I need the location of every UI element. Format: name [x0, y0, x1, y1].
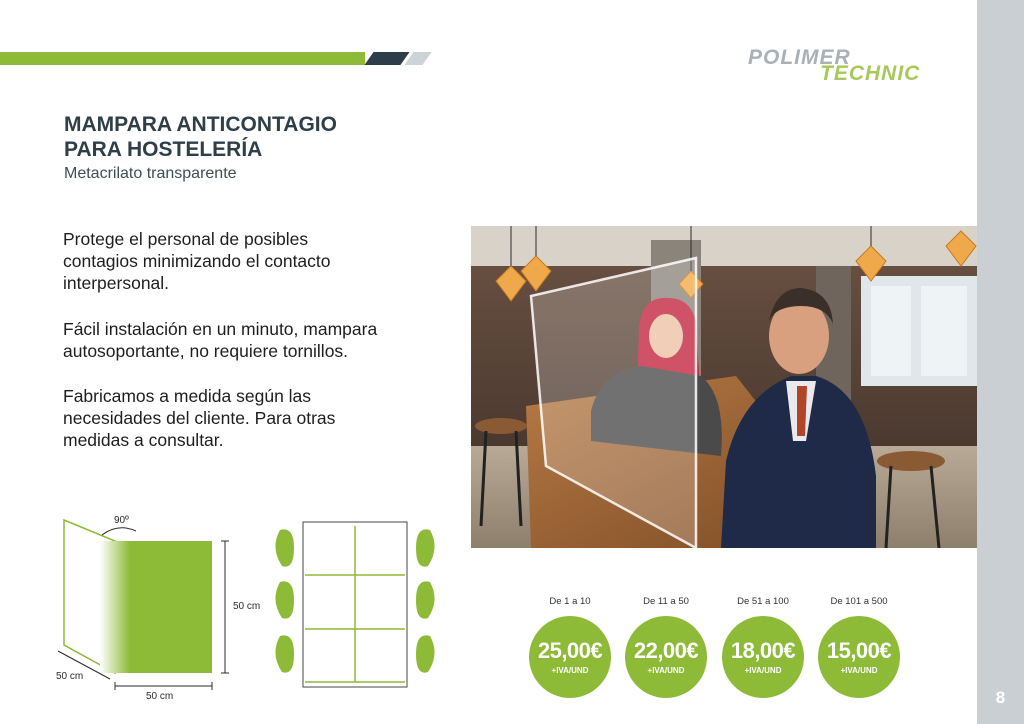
- price-circle: [529, 616, 611, 698]
- title-line-1: MAMPARA ANTICONTAGIO: [64, 113, 337, 136]
- price-circle: [722, 616, 804, 698]
- page-title: [64, 112, 444, 162]
- price-value: 25,00€: [537, 638, 603, 663]
- screen-dimension-diagram: [40, 505, 270, 705]
- price-range: De 101 a 500: [830, 596, 888, 607]
- width-label: 50 cm: [146, 691, 174, 702]
- header-green-bar: [0, 52, 365, 65]
- page-subtitle: Metacrilato transparente: [64, 165, 237, 182]
- photo-illustration: [471, 226, 977, 548]
- paragraph-line: Fabricamos a medida según las: [63, 386, 312, 406]
- paragraph-line: medidas a consultar.: [63, 430, 224, 450]
- price-value: 18,00€: [730, 638, 796, 663]
- logo-word-technic: TECHNIC: [820, 62, 921, 85]
- price-circle: [818, 616, 900, 698]
- paragraph-line: Protege el personal de posibles: [63, 229, 309, 249]
- right-side-band: [977, 0, 1024, 724]
- panel-fold: [100, 541, 130, 673]
- price-tax: +IVA/UND: [647, 666, 685, 675]
- paragraph-protection: [63, 228, 463, 294]
- restaurant-photo: [471, 226, 977, 548]
- price-tax: +IVA/UND: [551, 666, 589, 675]
- price-tier-3: [722, 596, 804, 698]
- price-value: 15,00€: [826, 638, 892, 663]
- paragraph-custom: [63, 385, 463, 451]
- paragraph-line: autosoportante, no requiere tornillos.: [63, 341, 349, 361]
- title-line-2: PARA HOSTELERÍA: [64, 138, 263, 161]
- price-range: De 51 a 100: [737, 596, 789, 607]
- paragraph-line: interpersonal.: [63, 273, 170, 293]
- price-range: De 1 a 10: [549, 596, 591, 607]
- price-tax: +IVA/UND: [840, 666, 878, 675]
- height-label: 50 cm: [233, 601, 261, 612]
- logo-word-polimer: POLIMER: [748, 46, 851, 69]
- header-light-stripe: [404, 52, 431, 65]
- price-tier-4: [818, 596, 900, 698]
- price-tax: +IVA/UND: [744, 666, 782, 675]
- paragraph-line: Fácil instalación en un minuto, mampara: [63, 319, 378, 339]
- layout-diagram: [272, 518, 442, 693]
- paragraph-installation: [63, 318, 463, 362]
- paragraph-line: contagios minimizando el contacto: [63, 251, 331, 271]
- price-value: 22,00€: [633, 638, 699, 663]
- depth-label: 50 cm: [56, 671, 84, 682]
- price-tier-2: [625, 596, 707, 698]
- price-range: De 11 a 50: [643, 596, 689, 607]
- header-dark-stripe: [364, 52, 409, 65]
- page-number: 8: [995, 688, 1006, 707]
- price-tier-1: [529, 596, 611, 698]
- angle-label: 90º: [114, 515, 129, 526]
- paragraph-line: necesidades del cliente. Para otras: [63, 408, 336, 428]
- price-circle: [625, 616, 707, 698]
- brand-logo: [748, 46, 938, 86]
